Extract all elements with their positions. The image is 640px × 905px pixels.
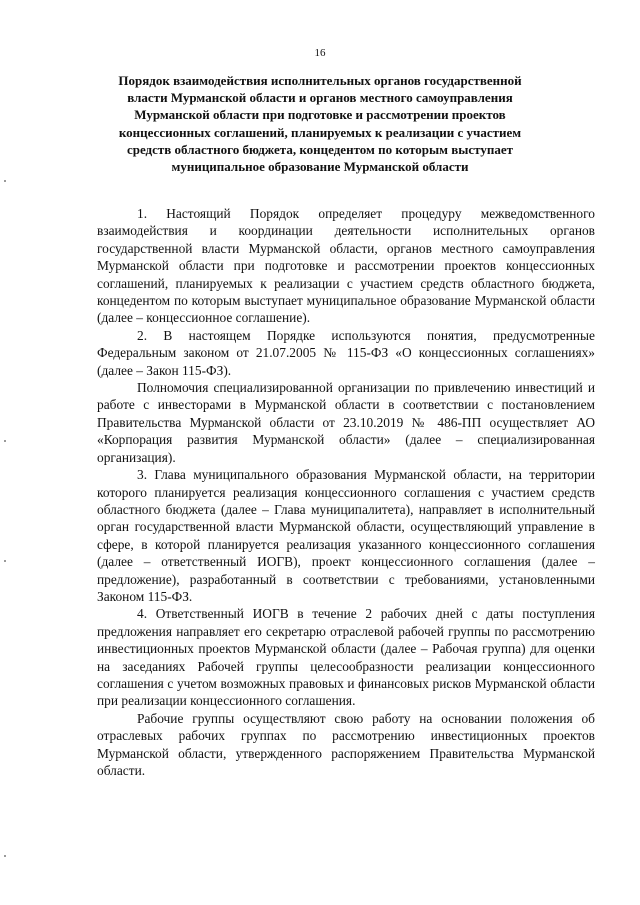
scan-margin-mark xyxy=(4,560,6,562)
paragraph-3: Полномочия специализированной организации по привлечению инвестиций и работе с инвесторами в Мурманской области в соответствии с постановлением Правительства Мурманской области от 23.10.2019 № 486-ПП осуществляет АО «Корпорация развития Мурманской области» (далее – специализированная организация). xyxy=(97,380,595,465)
page-number: 16 xyxy=(314,47,326,59)
document-body xyxy=(97,205,595,779)
paragraph-6: Рабочие группы осуществляют свою работу на основании положения об отраслевых рабочих группах по рассмотрению инвестиционных проектов Мурманской области, утвержденного распоряжением Правительства Мурманской области. xyxy=(97,710,595,778)
paragraph-5: 4. Ответственный ИОГВ в течение 2 рабочих дней с даты поступления предложения направляет его секретарю отраслевой рабочей группы по рассмотрению инвестиционных проектов Мурманской области (далее – Рабочая группа) для оценки на заседаниях Рабочей группы целесообразности реализации концессионного соглашения с учетом возможных правовых и финансовых рисков Мурманской области при реализации концессионного соглашения. xyxy=(97,606,595,709)
scan-margin-mark xyxy=(4,855,6,857)
paragraph-2: 2. В настоящем Порядке используются понятия, предусмотренные Федеральным законом от 21.07.2005 № 115-ФЗ «О концессионных соглашениях» (далее – Закон 115-ФЗ). xyxy=(97,327,595,378)
document-title: Порядок взаимодействия исполнительных органов государственной власти Мурманской области и органов местного самоуправления Мурманской области при подготовке и рассмотрении проектов концессионных соглашений, планируемых к реализации с участием средств областного бюджета, концедентом по которым выступает муниципальное образование Мурманской области xyxy=(118,73,522,175)
scan-margin-mark xyxy=(4,440,6,442)
paragraph-1: 1. Настоящий Порядок определяет процедуру межведомственного взаимодействия и координации деятельности исполнительных органов государственной власти Мурманской области, органов местного самоуправления Мурманской области при подготовке и рассмотрении проектов концессионных соглашений, планируемых к реализации с участием средств областного бюджета, концедентом по которым выступает муниципальное образование Мурманской области (далее – концессионное соглашение). xyxy=(97,206,595,326)
scan-margin-mark xyxy=(4,180,6,182)
paragraph-4: 3. Глава муниципального образования Мурманской области, на территории которого планируется реализация концессионного соглашения с участием средств областного бюджета (далее – Глава муниципалитета), направляет в исполнительный орган государственной власти Мурманской области, осуществляющий управление в сфере, в которой планируется реализация указанного концессионного соглашения (далее – ответственный ИОГВ), проект концессионного соглашения (далее – предложение), разработанный в соответствии с требованиями, установленными Законом 115-ФЗ. xyxy=(97,467,595,604)
